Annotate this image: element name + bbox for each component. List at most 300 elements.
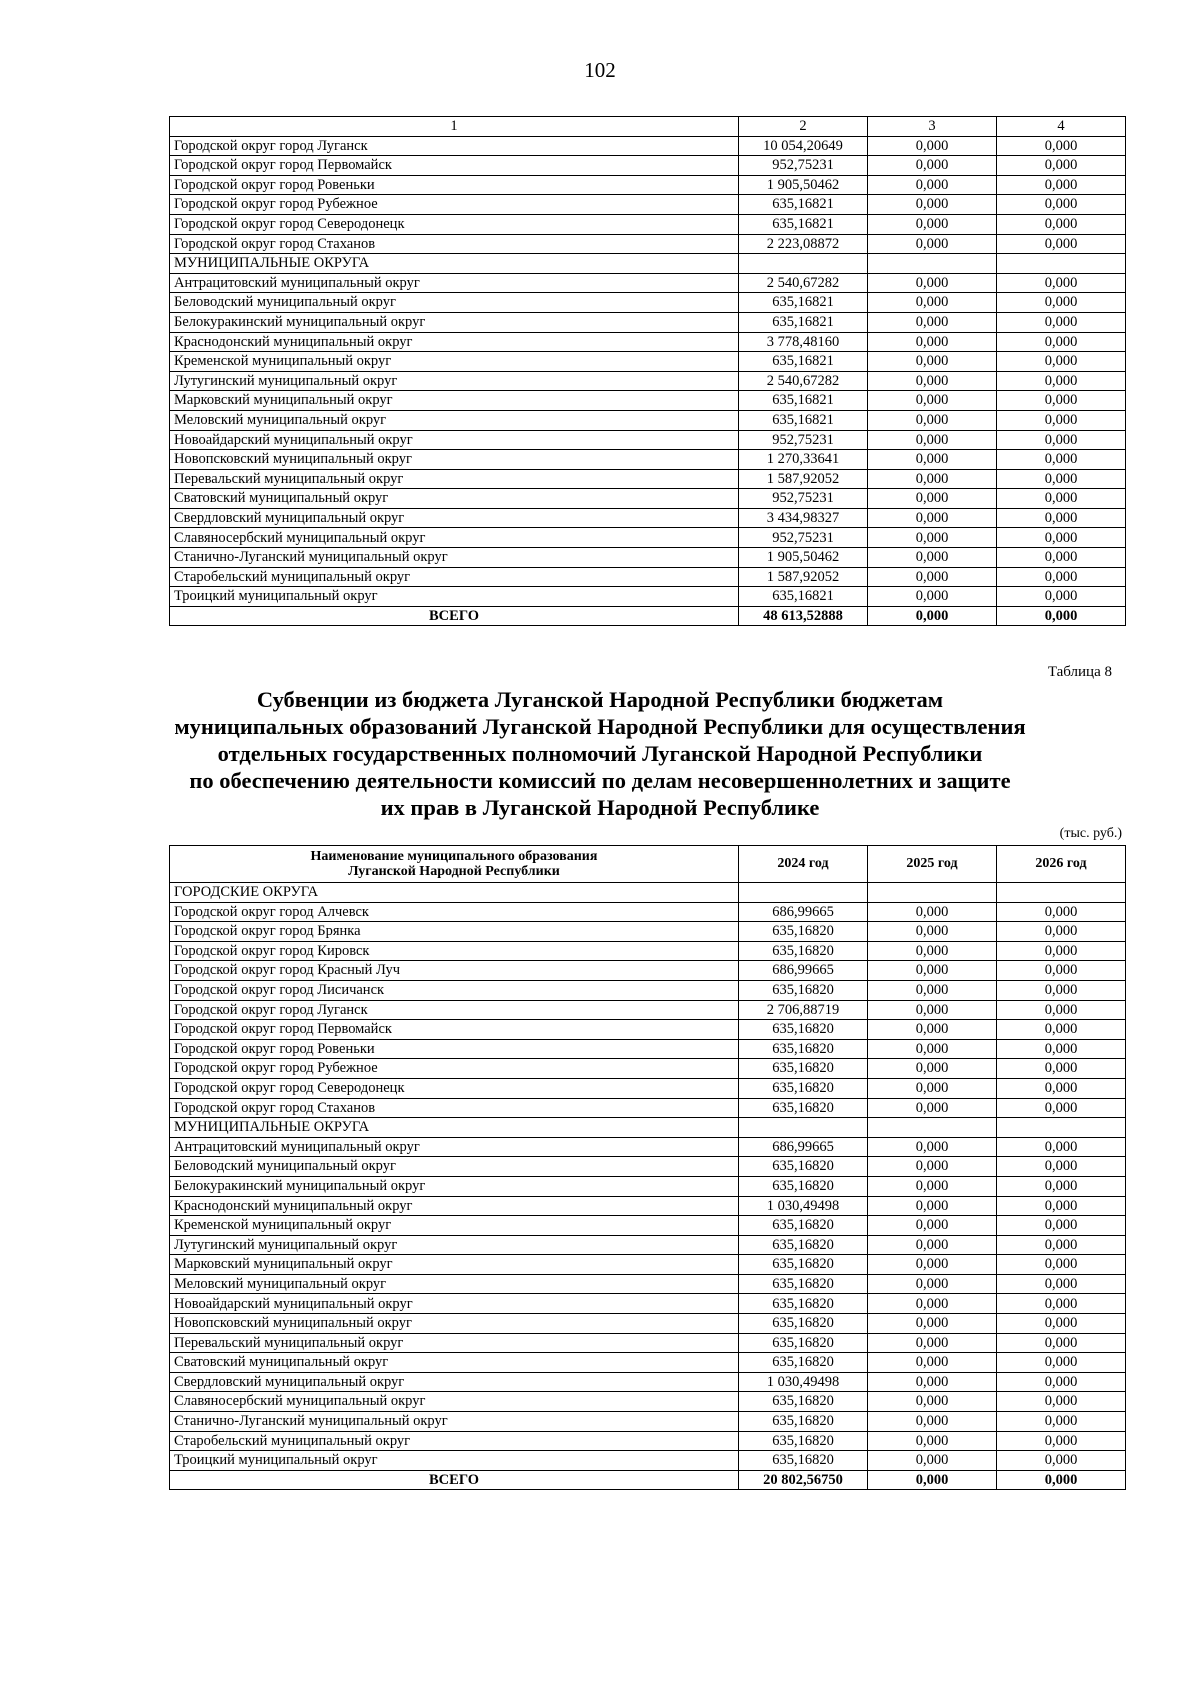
header-municipality xyxy=(170,846,739,883)
row-value-cell: 635,16821 xyxy=(739,312,868,332)
table-row xyxy=(170,548,1126,568)
row-value-cell: 0,000 xyxy=(868,195,997,215)
row-name-cell: Городской округ город Первомайск xyxy=(170,156,739,176)
row-name-cell: Новопсковский муниципальный округ xyxy=(170,1314,739,1334)
row-name-cell: Свердловский муниципальный округ xyxy=(170,508,739,528)
row-name-cell: Старобельский муниципальный округ xyxy=(170,567,739,587)
row-name-cell: Беловодский муниципальный округ xyxy=(170,1157,739,1177)
row-name-cell: Лутугинский муниципальный округ xyxy=(170,1235,739,1255)
row-value-cell: 0,000 xyxy=(997,902,1126,922)
row-name-cell: Антрацитовский муниципальный округ xyxy=(170,273,739,293)
header-municipality-line1: Наименование муниципального образования xyxy=(310,848,598,864)
row-value-cell: 1 905,50462 xyxy=(739,175,868,195)
total-row xyxy=(170,606,1126,626)
row-value-cell: 0,000 xyxy=(997,1274,1126,1294)
row-value-cell: 0,000 xyxy=(997,391,1126,411)
row-name-cell: Лутугинский муниципальный округ xyxy=(170,371,739,391)
table-row xyxy=(170,1353,1126,1373)
row-value-cell: 2 223,08872 xyxy=(739,234,868,254)
row-value-cell: 635,16820 xyxy=(739,980,868,1000)
row-name-cell: Новопсковский муниципальный округ xyxy=(170,450,739,470)
row-value-cell: 686,99665 xyxy=(739,902,868,922)
row-name-cell: ГОРОДСКИЕ ОКРУГА xyxy=(170,883,739,903)
row-value-cell: 635,16820 xyxy=(739,1216,868,1236)
row-value-cell xyxy=(997,1118,1126,1138)
row-name-cell: Перевальский муниципальный округ xyxy=(170,469,739,489)
title-line: муниципальных образований Луганской Народной Республики для осуществления xyxy=(174,714,1026,739)
total-value: 0,000 xyxy=(997,606,1126,626)
row-name-cell: Городской округ город Первомайск xyxy=(170,1020,739,1040)
row-value-cell: 0,000 xyxy=(997,941,1126,961)
row-name-cell: Славяносербский муниципальный округ xyxy=(170,528,739,548)
title-line: отдельных государственных полномочий Луганской Народной Республики xyxy=(217,741,983,766)
row-value-cell: 0,000 xyxy=(997,273,1126,293)
table-8 xyxy=(169,845,1126,1490)
column-index-2: 2 xyxy=(739,117,868,137)
row-value-cell: 0,000 xyxy=(997,1451,1126,1471)
table-row xyxy=(170,469,1126,489)
header-municipality-line2: Луганской Народной Республики xyxy=(348,864,560,879)
row-value-cell: 0,000 xyxy=(997,312,1126,332)
total-value: 20 802,56750 xyxy=(739,1470,868,1490)
row-value-cell: 635,16820 xyxy=(739,1176,868,1196)
row-value-cell: 635,16820 xyxy=(739,1235,868,1255)
row-value-cell xyxy=(739,883,868,903)
row-value-cell: 635,16820 xyxy=(739,1392,868,1412)
row-name-cell: Славяносербский муниципальный округ xyxy=(170,1392,739,1412)
row-value-cell: 1 587,92052 xyxy=(739,567,868,587)
row-value-cell: 0,000 xyxy=(868,1059,997,1079)
row-value-cell: 0,000 xyxy=(868,430,997,450)
total-row xyxy=(170,1470,1126,1490)
row-name-cell: Марковский муниципальный округ xyxy=(170,1255,739,1275)
row-value-cell: 635,16820 xyxy=(739,922,868,942)
row-name-cell: Троицкий муниципальный округ xyxy=(170,587,739,607)
row-value-cell: 0,000 xyxy=(997,1216,1126,1236)
row-value-cell: 635,16820 xyxy=(739,1078,868,1098)
table-row xyxy=(170,1196,1126,1216)
row-value-cell: 0,000 xyxy=(997,1235,1126,1255)
table-row xyxy=(170,922,1126,942)
column-index-row xyxy=(170,117,1126,137)
row-value-cell: 0,000 xyxy=(997,1255,1126,1275)
table-row xyxy=(170,1392,1126,1412)
row-value-cell: 635,16820 xyxy=(739,1451,868,1471)
table-row xyxy=(170,567,1126,587)
table-8-label: Таблица 8 xyxy=(1047,664,1112,680)
row-value-cell: 0,000 xyxy=(868,1176,997,1196)
row-value-cell: 2 540,67282 xyxy=(739,273,868,293)
row-value-cell: 635,16821 xyxy=(739,410,868,430)
row-value-cell: 0,000 xyxy=(868,352,997,372)
row-value-cell: 0,000 xyxy=(868,214,997,234)
row-value-cell: 0,000 xyxy=(868,1020,997,1040)
row-value-cell: 2 540,67282 xyxy=(739,371,868,391)
table-row xyxy=(170,410,1126,430)
row-value-cell: 686,99665 xyxy=(739,1137,868,1157)
row-name-cell: Городской округ город Рубежное xyxy=(170,195,739,215)
table-row xyxy=(170,175,1126,195)
table-row xyxy=(170,136,1126,156)
table-row xyxy=(170,195,1126,215)
row-value-cell: 0,000 xyxy=(997,1412,1126,1432)
row-value-cell: 0,000 xyxy=(868,1000,997,1020)
table-7-continued xyxy=(169,116,1126,626)
row-value-cell: 635,16820 xyxy=(739,941,868,961)
row-value-cell: 2 706,88719 xyxy=(739,1000,868,1020)
row-value-cell: 1 905,50462 xyxy=(739,548,868,568)
table-row xyxy=(170,980,1126,1000)
table-row xyxy=(170,1000,1126,1020)
row-value-cell: 0,000 xyxy=(997,1333,1126,1353)
row-value-cell: 1 030,49498 xyxy=(739,1196,868,1216)
row-name-cell: Городской округ город Лисичанск xyxy=(170,980,739,1000)
row-value-cell: 0,000 xyxy=(868,469,997,489)
total-value: 0,000 xyxy=(997,1470,1126,1490)
row-value-cell: 0,000 xyxy=(868,489,997,509)
row-value-cell xyxy=(739,1118,868,1138)
row-name-cell: Городской округ город Северодонецк xyxy=(170,1078,739,1098)
column-index-1: 1 xyxy=(170,117,739,137)
table-row xyxy=(170,1235,1126,1255)
row-value-cell: 0,000 xyxy=(868,273,997,293)
row-value-cell: 635,16820 xyxy=(739,1039,868,1059)
table-row xyxy=(170,1137,1126,1157)
row-name-cell: Городской округ город Ровеньки xyxy=(170,1039,739,1059)
row-value-cell: 0,000 xyxy=(868,941,997,961)
row-value-cell: 635,16821 xyxy=(739,352,868,372)
row-value-cell: 0,000 xyxy=(997,214,1126,234)
row-value-cell: 952,75231 xyxy=(739,156,868,176)
row-value-cell: 635,16820 xyxy=(739,1020,868,1040)
row-value-cell xyxy=(868,883,997,903)
row-value-cell: 0,000 xyxy=(868,1353,997,1373)
row-value-cell: 0,000 xyxy=(997,1078,1126,1098)
row-value-cell: 0,000 xyxy=(997,567,1126,587)
total-value: 48 613,52888 xyxy=(739,606,868,626)
row-name-cell: Станично-Луганский муниципальный округ xyxy=(170,548,739,568)
row-value-cell xyxy=(997,254,1126,274)
row-value-cell: 635,16821 xyxy=(739,587,868,607)
table-row xyxy=(170,391,1126,411)
table-row xyxy=(170,1176,1126,1196)
title-line: по обеспечению деятельности комиссий по делам несовершеннолетних и защите xyxy=(189,768,1011,793)
row-value-cell: 635,16820 xyxy=(739,1098,868,1118)
row-name-cell: Меловский муниципальный округ xyxy=(170,410,739,430)
table-row xyxy=(170,1216,1126,1236)
row-name-cell: Беловодский муниципальный округ xyxy=(170,293,739,313)
table-row xyxy=(170,1255,1126,1275)
row-name-cell: Городской округ город Стаханов xyxy=(170,1098,739,1118)
row-value-cell: 0,000 xyxy=(868,922,997,942)
header-2025: 2025 год xyxy=(868,846,997,883)
table-row xyxy=(170,1118,1126,1138)
table-row xyxy=(170,1078,1126,1098)
table-row xyxy=(170,1412,1126,1432)
row-name-cell: Старобельский муниципальный округ xyxy=(170,1431,739,1451)
table-row xyxy=(170,273,1126,293)
table-row xyxy=(170,902,1126,922)
row-value-cell: 0,000 xyxy=(868,234,997,254)
row-value-cell: 635,16821 xyxy=(739,391,868,411)
row-value-cell: 0,000 xyxy=(868,528,997,548)
row-value-cell: 0,000 xyxy=(997,1059,1126,1079)
row-name-cell: Кременской муниципальный округ xyxy=(170,1216,739,1236)
row-value-cell: 635,16820 xyxy=(739,1294,868,1314)
row-name-cell: Городской округ город Стаханов xyxy=(170,234,739,254)
column-index-3: 3 xyxy=(868,117,997,137)
row-value-cell: 1 030,49498 xyxy=(739,1372,868,1392)
table-8-title xyxy=(150,686,1050,821)
row-value-cell: 0,000 xyxy=(997,587,1126,607)
row-value-cell: 635,16821 xyxy=(739,195,868,215)
row-value-cell: 635,16820 xyxy=(739,1431,868,1451)
table-row xyxy=(170,1157,1126,1177)
table-row xyxy=(170,214,1126,234)
row-name-cell: Кременской муниципальный округ xyxy=(170,352,739,372)
row-value-cell: 0,000 xyxy=(868,410,997,430)
row-value-cell: 0,000 xyxy=(997,1137,1126,1157)
row-name-cell: МУНИЦИПАЛЬНЫЕ ОКРУГА xyxy=(170,254,739,274)
row-value-cell: 0,000 xyxy=(997,980,1126,1000)
row-value-cell: 0,000 xyxy=(997,1176,1126,1196)
table-row xyxy=(170,332,1126,352)
row-value-cell: 0,000 xyxy=(997,528,1126,548)
row-value-cell: 0,000 xyxy=(868,961,997,981)
row-value-cell: 0,000 xyxy=(868,1157,997,1177)
row-value-cell: 635,16820 xyxy=(739,1314,868,1334)
row-value-cell: 0,000 xyxy=(997,1196,1126,1216)
total-value: 0,000 xyxy=(868,606,997,626)
row-value-cell: 10 054,20649 xyxy=(739,136,868,156)
table-header-row xyxy=(170,846,1126,883)
row-value-cell xyxy=(868,1118,997,1138)
table-row xyxy=(170,1294,1126,1314)
table-row xyxy=(170,1274,1126,1294)
row-name-cell: Городской округ город Брянка xyxy=(170,922,739,942)
table-row xyxy=(170,508,1126,528)
row-value-cell: 635,16820 xyxy=(739,1157,868,1177)
row-value-cell: 0,000 xyxy=(997,1353,1126,1373)
row-value-cell xyxy=(739,254,868,274)
row-value-cell xyxy=(997,883,1126,903)
row-value-cell: 0,000 xyxy=(868,1274,997,1294)
row-value-cell: 635,16820 xyxy=(739,1333,868,1353)
header-2024: 2024 год xyxy=(739,846,868,883)
row-name-cell: Новоайдарский муниципальный округ xyxy=(170,430,739,450)
row-name-cell: Краснодонский муниципальный округ xyxy=(170,1196,739,1216)
row-value-cell: 3 434,98327 xyxy=(739,508,868,528)
row-value-cell: 0,000 xyxy=(868,312,997,332)
row-name-cell: Городской округ город Алчевск xyxy=(170,902,739,922)
row-value-cell: 635,16821 xyxy=(739,293,868,313)
row-name-cell: Марковский муниципальный округ xyxy=(170,391,739,411)
row-value-cell: 0,000 xyxy=(997,469,1126,489)
row-value-cell: 0,000 xyxy=(868,1196,997,1216)
row-value-cell: 0,000 xyxy=(868,371,997,391)
row-value-cell: 0,000 xyxy=(868,1098,997,1118)
row-name-cell: Краснодонский муниципальный округ xyxy=(170,332,739,352)
table-row xyxy=(170,1039,1126,1059)
row-name-cell: МУНИЦИПАЛЬНЫЕ ОКРУГА xyxy=(170,1118,739,1138)
table-row xyxy=(170,371,1126,391)
row-value-cell: 1 270,33641 xyxy=(739,450,868,470)
table-row xyxy=(170,1098,1126,1118)
table-row xyxy=(170,352,1126,372)
row-name-cell: Городской округ город Луганск xyxy=(170,136,739,156)
row-value-cell: 0,000 xyxy=(997,1314,1126,1334)
row-value-cell: 0,000 xyxy=(868,980,997,1000)
row-value-cell: 0,000 xyxy=(997,1157,1126,1177)
row-value-cell: 0,000 xyxy=(868,332,997,352)
row-value-cell: 0,000 xyxy=(868,136,997,156)
table-row xyxy=(170,489,1126,509)
row-value-cell: 0,000 xyxy=(868,1412,997,1432)
row-value-cell: 0,000 xyxy=(868,1039,997,1059)
row-value-cell: 0,000 xyxy=(868,1392,997,1412)
row-value-cell: 635,16821 xyxy=(739,214,868,234)
row-name-cell: Сватовский муниципальный округ xyxy=(170,489,739,509)
row-value-cell: 0,000 xyxy=(997,332,1126,352)
table-row xyxy=(170,1431,1126,1451)
row-value-cell: 0,000 xyxy=(868,1216,997,1236)
table-row xyxy=(170,1314,1126,1334)
total-label: ВСЕГО xyxy=(170,1470,739,1490)
row-name-cell: Городской округ город Кировск xyxy=(170,941,739,961)
row-value-cell: 635,16820 xyxy=(739,1412,868,1432)
row-name-cell: Станично-Луганский муниципальный округ xyxy=(170,1412,739,1432)
row-value-cell: 952,75231 xyxy=(739,528,868,548)
row-value-cell: 635,16820 xyxy=(739,1059,868,1079)
header-2026: 2026 год xyxy=(997,846,1126,883)
row-value-cell: 0,000 xyxy=(868,1372,997,1392)
row-value-cell: 0,000 xyxy=(997,1039,1126,1059)
row-name-cell: Меловский муниципальный округ xyxy=(170,1274,739,1294)
table-row xyxy=(170,430,1126,450)
row-value-cell: 0,000 xyxy=(997,961,1126,981)
row-value-cell: 0,000 xyxy=(868,1235,997,1255)
row-value-cell: 0,000 xyxy=(868,1333,997,1353)
row-value-cell: 952,75231 xyxy=(739,430,868,450)
row-name-cell: Белокуракинский муниципальный округ xyxy=(170,1176,739,1196)
total-value: 0,000 xyxy=(868,1470,997,1490)
title-line: их прав в Луганской Народной Республике xyxy=(380,795,820,820)
row-value-cell: 635,16820 xyxy=(739,1274,868,1294)
row-name-cell: Городской округ город Ровеньки xyxy=(170,175,739,195)
row-value-cell: 0,000 xyxy=(868,1451,997,1471)
row-value-cell: 0,000 xyxy=(997,1392,1126,1412)
row-value-cell: 0,000 xyxy=(868,567,997,587)
table-row xyxy=(170,312,1126,332)
row-name-cell: Белокуракинский муниципальный округ xyxy=(170,312,739,332)
row-value-cell: 0,000 xyxy=(868,1255,997,1275)
page-number: 102 xyxy=(584,58,616,82)
table-row xyxy=(170,234,1126,254)
row-value-cell: 0,000 xyxy=(997,293,1126,313)
row-value-cell: 0,000 xyxy=(997,489,1126,509)
row-value-cell: 3 778,48160 xyxy=(739,332,868,352)
row-value-cell: 0,000 xyxy=(868,1294,997,1314)
table-row xyxy=(170,883,1126,903)
row-value-cell: 0,000 xyxy=(997,352,1126,372)
row-value-cell: 0,000 xyxy=(868,902,997,922)
row-name-cell: Новоайдарский муниципальный округ xyxy=(170,1294,739,1314)
row-value-cell: 0,000 xyxy=(997,136,1126,156)
row-value-cell: 0,000 xyxy=(868,1431,997,1451)
table-row xyxy=(170,1020,1126,1040)
row-value-cell: 0,000 xyxy=(868,548,997,568)
row-value-cell: 0,000 xyxy=(868,587,997,607)
table-row xyxy=(170,1333,1126,1353)
row-value-cell: 0,000 xyxy=(868,508,997,528)
table-row xyxy=(170,156,1126,176)
row-value-cell: 0,000 xyxy=(997,1294,1126,1314)
table-row xyxy=(170,941,1126,961)
row-value-cell: 0,000 xyxy=(997,922,1126,942)
row-value-cell: 635,16820 xyxy=(739,1255,868,1275)
row-value-cell: 0,000 xyxy=(868,1314,997,1334)
row-name-cell: Антрацитовский муниципальный округ xyxy=(170,1137,739,1157)
title-line: Субвенции из бюджета Луганской Народной Республики бюджетам xyxy=(256,687,944,712)
column-index-4: 4 xyxy=(997,117,1126,137)
row-name-cell: Городской округ город Северодонецк xyxy=(170,214,739,234)
row-value-cell: 0,000 xyxy=(997,195,1126,215)
row-value-cell xyxy=(868,254,997,274)
total-label: ВСЕГО xyxy=(170,606,739,626)
table-row xyxy=(170,1451,1126,1471)
row-value-cell: 952,75231 xyxy=(739,489,868,509)
table-row xyxy=(170,450,1126,470)
table-row xyxy=(170,293,1126,313)
units-label: (тыс. руб.) xyxy=(1059,826,1122,841)
row-value-cell: 0,000 xyxy=(868,450,997,470)
row-name-cell: Троицкий муниципальный округ xyxy=(170,1451,739,1471)
row-value-cell: 0,000 xyxy=(997,1372,1126,1392)
row-value-cell: 0,000 xyxy=(997,430,1126,450)
row-name-cell: Свердловский муниципальный округ xyxy=(170,1372,739,1392)
row-value-cell: 0,000 xyxy=(997,156,1126,176)
table-row xyxy=(170,1372,1126,1392)
row-value-cell: 0,000 xyxy=(997,1000,1126,1020)
table-row xyxy=(170,254,1126,274)
table-row xyxy=(170,528,1126,548)
row-value-cell: 0,000 xyxy=(868,391,997,411)
row-value-cell: 0,000 xyxy=(868,1137,997,1157)
row-value-cell: 0,000 xyxy=(997,508,1126,528)
table-row xyxy=(170,961,1126,981)
row-name-cell: Сватовский муниципальный округ xyxy=(170,1353,739,1373)
row-value-cell: 0,000 xyxy=(997,410,1126,430)
row-value-cell: 0,000 xyxy=(868,293,997,313)
row-value-cell: 0,000 xyxy=(997,548,1126,568)
row-name-cell: Городской округ город Красный Луч xyxy=(170,961,739,981)
row-name-cell: Городской округ город Рубежное xyxy=(170,1059,739,1079)
row-value-cell: 0,000 xyxy=(868,1078,997,1098)
table-row xyxy=(170,1059,1126,1079)
row-value-cell: 0,000 xyxy=(997,234,1126,254)
row-value-cell: 0,000 xyxy=(997,450,1126,470)
row-value-cell: 1 587,92052 xyxy=(739,469,868,489)
row-value-cell: 0,000 xyxy=(868,175,997,195)
table-row xyxy=(170,587,1126,607)
row-name-cell: Городской округ город Луганск xyxy=(170,1000,739,1020)
row-value-cell: 0,000 xyxy=(997,371,1126,391)
row-value-cell: 635,16820 xyxy=(739,1353,868,1373)
row-name-cell: Перевальский муниципальный округ xyxy=(170,1333,739,1353)
row-value-cell: 0,000 xyxy=(868,156,997,176)
row-value-cell: 686,99665 xyxy=(739,961,868,981)
row-value-cell: 0,000 xyxy=(997,1098,1126,1118)
